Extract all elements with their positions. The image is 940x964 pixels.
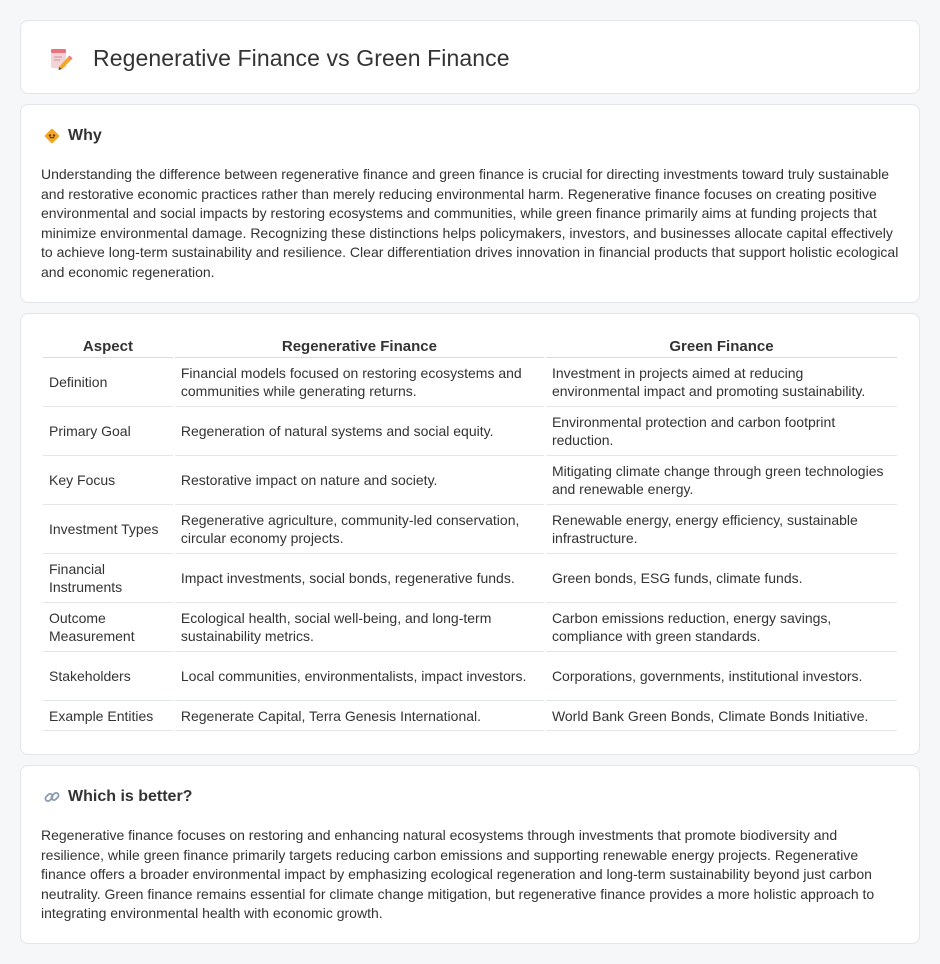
- row-regenerative: Restorative impact on nature and society.: [175, 456, 544, 505]
- row-aspect: Example Entities: [43, 701, 173, 731]
- why-body: Understanding the difference between regenerative finance and green finance is crucial for directing investments toward truly sustainable and restorative economic practices rather than merely reducing environmental harm. Regenerative finance focuses on creating positive environmental and social impacts by restoring ecosystems and communities, while green finance primarily aims at funding projects that minimize environmental damage. Recognizing these distinctions helps policymakers, investors, and businesses allocate capital effectively to achieve long-term sustainability and resilience. Clear differentiation drives innovation in financial products that support holistic ecological and economic regeneration.: [41, 166, 899, 280]
- why-heading: [43, 127, 102, 145]
- row-green: World Bank Green Bonds, Climate Bonds Initiative.: [546, 701, 897, 731]
- table-row: [43, 652, 897, 701]
- row-regenerative: Ecological health, social well-being, and long-term sustainability metrics.: [175, 603, 544, 652]
- row-regenerative: Regenerative agriculture, community-led conservation, circular economy projects.: [175, 505, 544, 554]
- table-row: [43, 358, 897, 407]
- table-row: [43, 603, 897, 652]
- row-regenerative: Impact investments, social bonds, regenerative funds.: [175, 554, 544, 603]
- row-green: Carbon emissions reduction, energy savings, compliance with green standards.: [546, 603, 897, 652]
- row-regenerative: Regenerate Capital, Terra Genesis International.: [175, 701, 544, 731]
- which-better-card: [20, 765, 920, 944]
- table-row: [43, 407, 897, 456]
- table-row: [43, 554, 897, 603]
- page-title-wrap: [47, 45, 510, 72]
- row-aspect: Stakeholders: [43, 652, 173, 701]
- diamond-sign-icon: [43, 127, 61, 145]
- row-aspect: Financial Instruments: [43, 554, 173, 603]
- table-header-row: [43, 335, 897, 358]
- which-better-heading: [43, 788, 192, 806]
- row-green: Renewable energy, energy efficiency, sustainable infrastructure.: [546, 505, 897, 554]
- why-card: [20, 104, 920, 303]
- which-better-title: Which is better?: [68, 788, 193, 805]
- row-regenerative: Financial models focused on restoring ecosystems and communities while generating returns.: [175, 358, 544, 407]
- header-card: [20, 20, 920, 94]
- table-row: [43, 505, 897, 554]
- header-aspect: Aspect: [43, 335, 173, 358]
- row-green: Investment in projects aimed at reducing environmental impact and promoting sustainability.: [546, 358, 897, 407]
- which-better-body: Regenerative finance focuses on restoring and enhancing natural ecosystems through investments that promote biodiversity and resilience, while green finance primarily targets reducing carbon emissions and supporting renewable energy projects. Regenerative finance offers a broader environmental impact by emphasizing ecological regeneration and long-term sustainability beyond just carbon neutrality. Green finance remains essential for climate change mitigation, but regenerative finance provides a more holistic approach to integrating environmental health with economic growth.: [41, 827, 875, 921]
- row-green: Green bonds, ESG funds, climate funds.: [546, 554, 897, 603]
- header-green: Green Finance: [546, 335, 897, 358]
- row-green: Mitigating climate change through green technologies and renewable energy.: [546, 456, 897, 505]
- comparison-table: [41, 335, 899, 731]
- table-row: [43, 456, 897, 505]
- why-title: Why: [68, 127, 102, 144]
- header-regenerative: Regenerative Finance: [175, 335, 544, 358]
- row-regenerative: Regeneration of natural systems and social equity.: [175, 407, 544, 456]
- row-green: Environmental protection and carbon footprint reduction.: [546, 407, 897, 456]
- row-aspect: Definition: [43, 358, 173, 407]
- row-aspect: Primary Goal: [43, 407, 173, 456]
- row-aspect: Investment Types: [43, 505, 173, 554]
- page-title: Regenerative Finance vs Green Finance: [93, 45, 510, 71]
- comparison-card: [20, 313, 920, 755]
- row-aspect: Key Focus: [43, 456, 173, 505]
- row-green: Corporations, governments, institutional investors.: [546, 652, 897, 701]
- document-pencil-icon: [47, 46, 73, 72]
- table-row: [43, 701, 897, 731]
- row-regenerative: Local communities, environmentalists, impact investors.: [175, 652, 544, 701]
- link-icon: [43, 788, 61, 806]
- row-aspect: Outcome Measurement: [43, 603, 173, 652]
